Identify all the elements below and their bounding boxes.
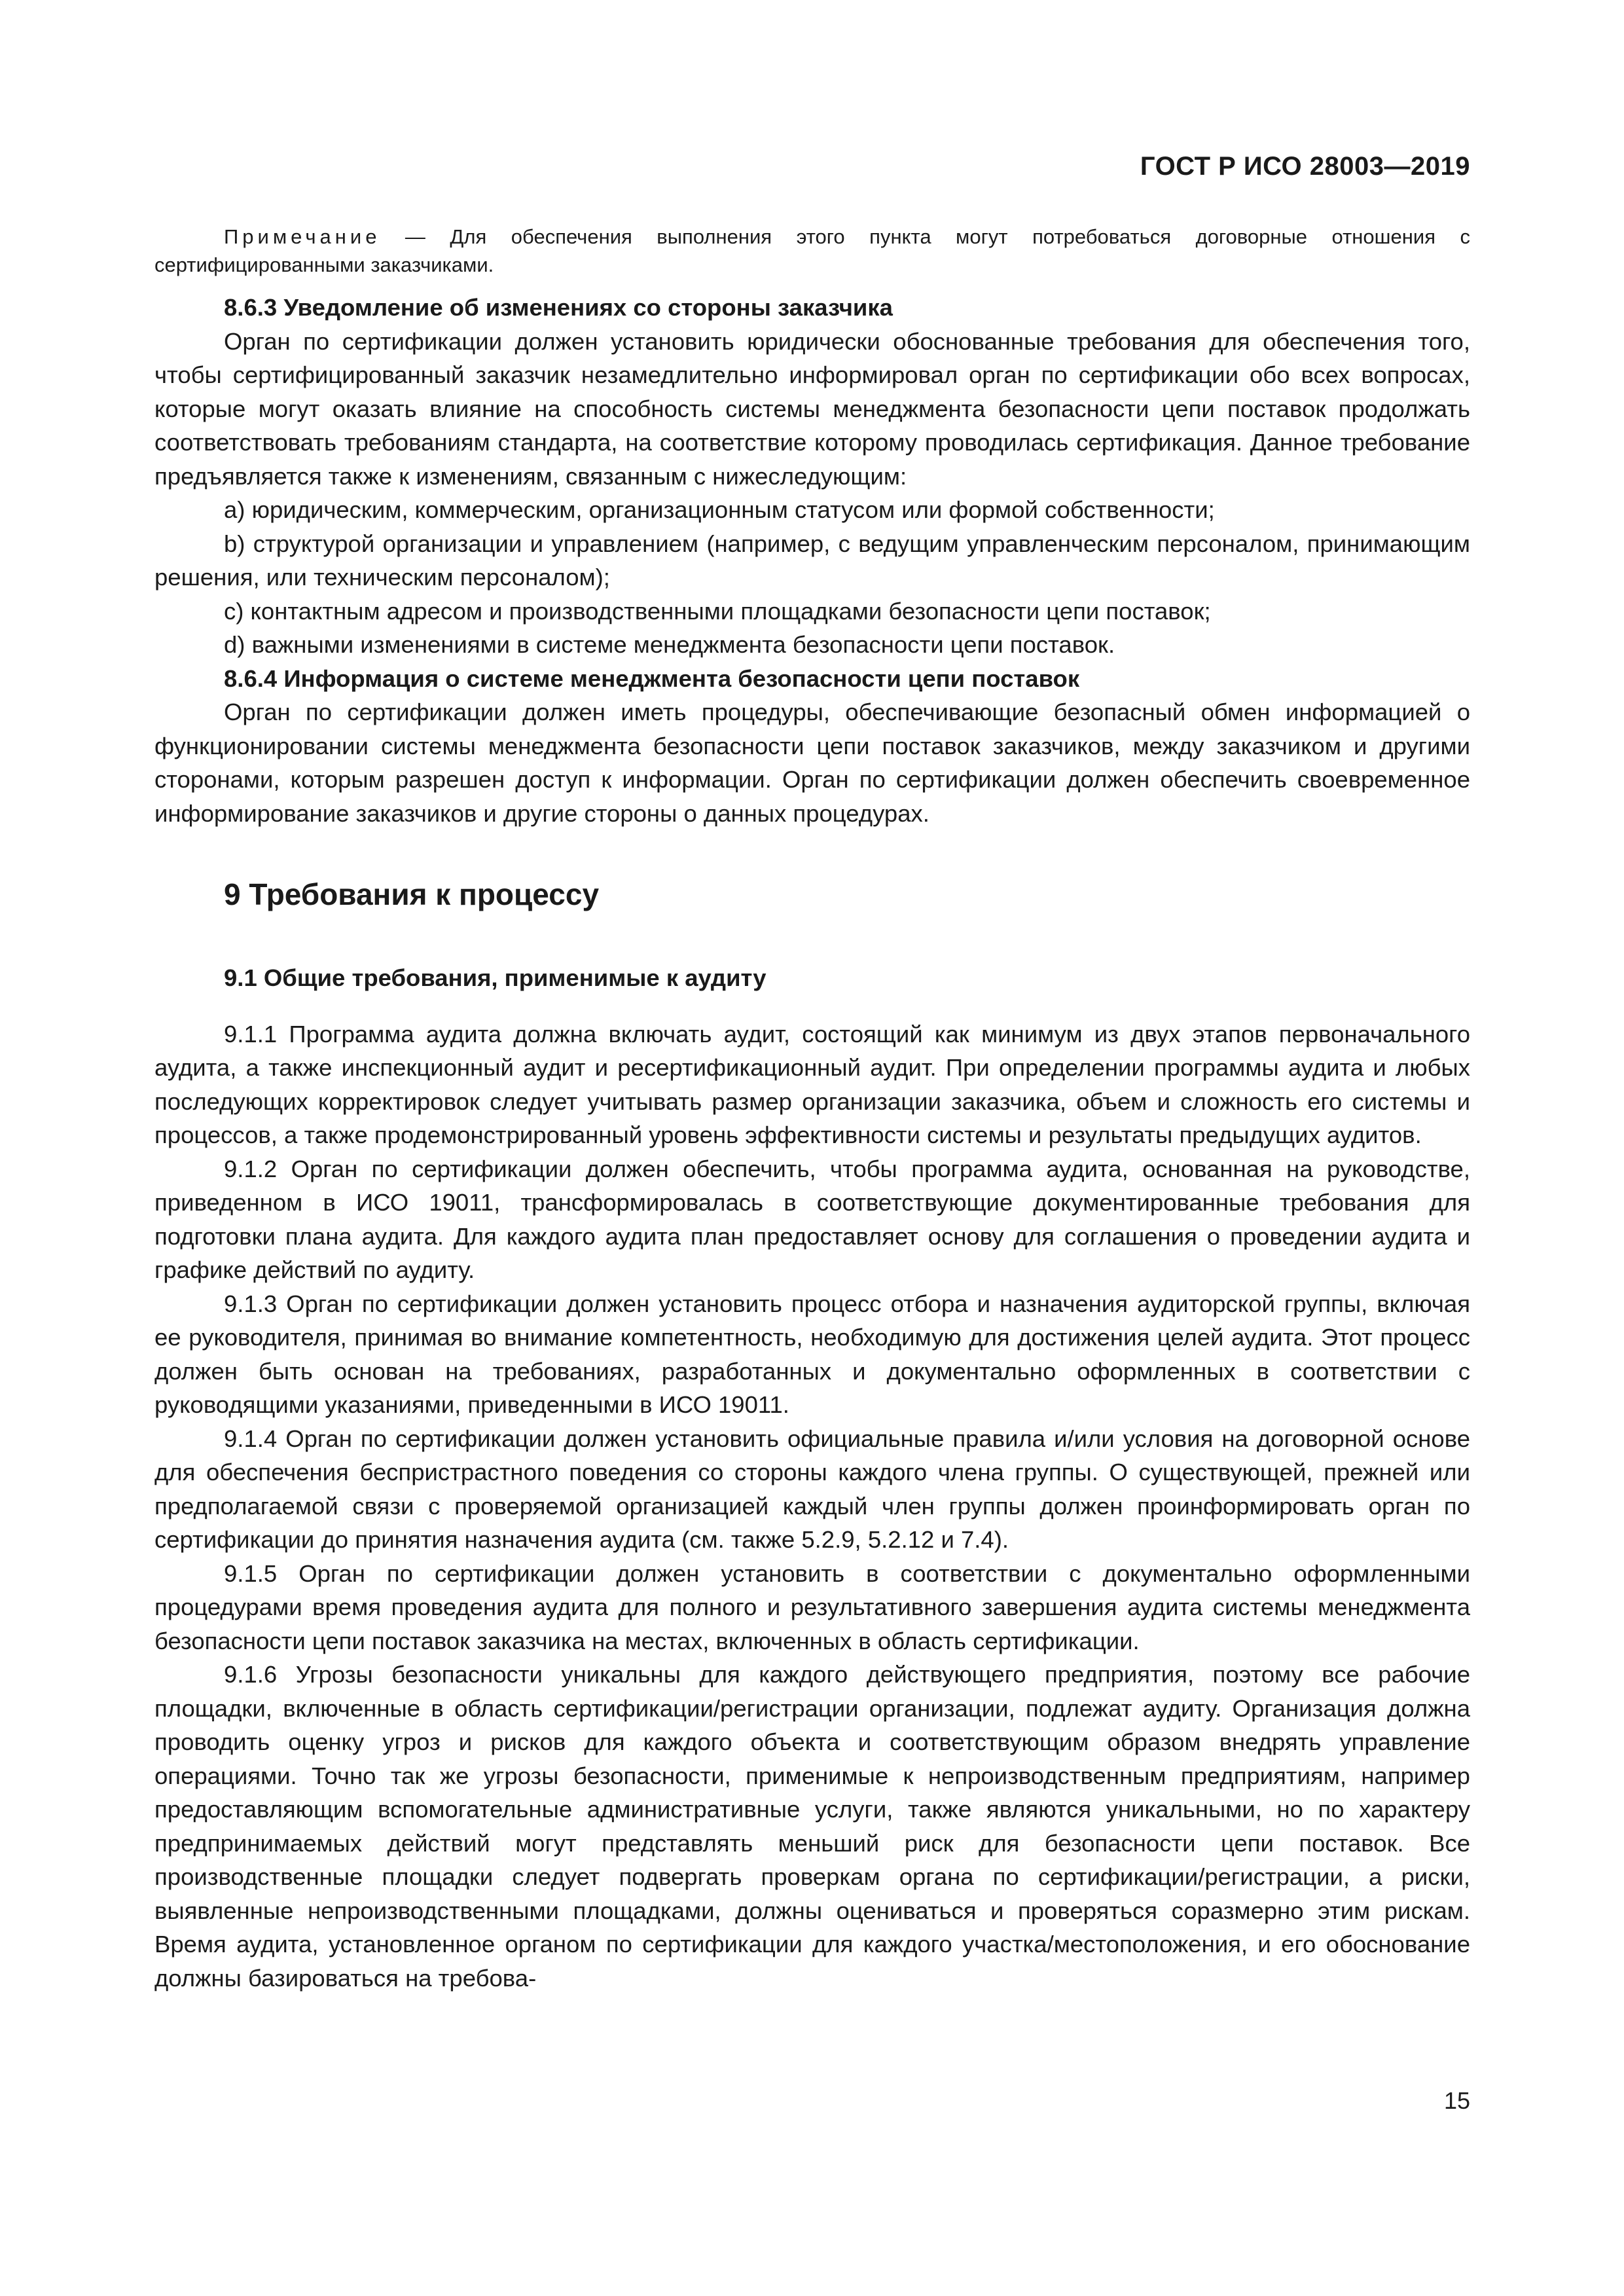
clause-9-1-2: 9.1.2 Орган по сертификации должен обеспечить, чтобы программа аудита, основанная на руководстве, приведенном в ИСО 19011, трансформировалась в соответствующие документированные требования для подготовки плана аудита. Для каждого аудита план предоставляет основу для соглашения о проведении аудита и графике действий по аудиту.: [154, 1155, 1470, 1283]
clause-9-1-3: 9.1.3 Орган по сертификации должен установить процесс отбора и назначения аудиторской группы, включая ее руководителя, принимая во внимание компетентность, необходимую для достижения целей аудита. Этот процесс должен быть основан на требованиях, разработанных и документально оформленных в соответствии с руководящими указаниями, приведенными в ИСО 19011.: [154, 1290, 1470, 1418]
document-header: ГОСТ Р ИСО 28003—2019: [1140, 152, 1470, 181]
note-label: Примечание: [224, 225, 381, 248]
clause-9-1-5: 9.1.5 Орган по сертификации должен установить в соответствии с документально оформленными процедурами время проведения аудита для полного и результативного завершения аудита системы менеджмента безопасности цепи поставок заказчика на местах, включенных в область сертификации.: [154, 1559, 1470, 1654]
page-number: 15: [1443, 2087, 1470, 2114]
section-9-heading: 9 Требования к процессу: [224, 877, 600, 911]
clause-8-6-3-heading: 8.6.3 Уведомление об изменениях со стороны заказчика: [224, 294, 893, 321]
clause-8-6-4-heading: 8.6.4 Информация о системе менеджмента безопасности цепи поставок: [224, 665, 1080, 692]
section-9-1-heading: 9.1 Общие требования, применимые к аудиту: [224, 964, 767, 991]
list-item-a: a) юридическим, коммерческим, организационным статусом или формой собственности;: [224, 496, 1215, 523]
document-page: [154, 0, 1470, 2296]
clause-9-1-1: 9.1.1 Программа аудита должна включать аудит, состоящий как минимум из двух этапов первоначального аудита, а также инспекционный аудит и ресертификационный аудит. При определении программы аудита и любых последующих корректировок следует учитывать размер организации заказчика, объем и сложность его системы и процессов, а также продемонстрированный уровень эффективности системы и результаты предыдущих аудитов.: [154, 1020, 1470, 1148]
list-item-d: d) важными изменениями в системе менеджмента безопасности цепи поставок.: [224, 631, 1115, 658]
page-content: [154, 223, 1470, 1995]
list-item-b: b) структурой организации и управлением (например, с ведущим управленческим персоналом, принимающим решения, или техническим персоналом);: [154, 530, 1470, 591]
clause-9-1-6: 9.1.6 Угрозы безопасности уникальны для каждого действующего предприятия, поэтому все рабочие площадки, включенные в область сертификации/регистрации организации, подлежат аудиту. Организация должна проводить оценку угроз и рисков для каждого объекта и соответствующим образом внедрять управление операциями. Точно так же угрозы безопасности, применимые к непроизводственным предприятиям, например предоставляющим вспомогательные административные услуги, также являются уникальными, но по характеру предпринимаемых действий могут представлять меньший риск для безопасности цепи поставок. Все производственные площадки следует подвергать проверкам органа по сертификации/регистрации, а риски, выявленные непроизводственными площадками, должны оцениваться и проверяться соразмерно этим рискам. Время аудита, установленное органом по сертификации для каждого участка/местоположения, и его обоснование должны базироваться на требова-: [154, 1661, 1470, 1992]
note-text: — Для обеспечения выполнения этого пункта могут потребоваться договорные отношения с сертифицированными заказчиками.: [154, 225, 1470, 276]
list-item-c: c) контактным адресом и производственными площадками безопасности цепи поставок;: [224, 597, 1211, 625]
note-paragraph: [154, 223, 1470, 279]
clause-8-6-4-text: Орган по сертификации должен иметь процедуры, обеспечивающие безопасный обмен информацией о функционировании системы менеджмента безопасности цепи поставок заказчиков, между заказчиком и другими сторонами, которым разрешен доступ к информации. Орган по сертификации должен обеспечить своевременное информирование заказчиков и другие стороны о данных процедурах.: [154, 699, 1470, 827]
clause-8-6-3-intro: Орган по сертификации должен установить юридически обоснованные требования для обеспечения того, чтобы сертифицированный заказчик незамедлительно информировал орган по сертификации обо всех вопросах, которые могут оказать влияние на способность системы менеджмента безопасности цепи поставок продолжать соответствовать требованиям стандарта, на соответствие которому проводилась сертификация. Данное требование предъявляется также к изменениям, связанным с нижеследующим:: [154, 327, 1470, 490]
clause-9-1-4: 9.1.4 Орган по сертификации должен установить официальные правила и/или условия на договорной основе для обеспечения беспристрастного поведения со стороны каждого члена группы. О существующей, прежней или предполагаемой связи с проверяемой организацией каждый член группы должен проинформировать орган по сертификации до принятия назначения аудита (см. также 5.2.9, 5.2.12 и 7.4).: [154, 1425, 1470, 1553]
